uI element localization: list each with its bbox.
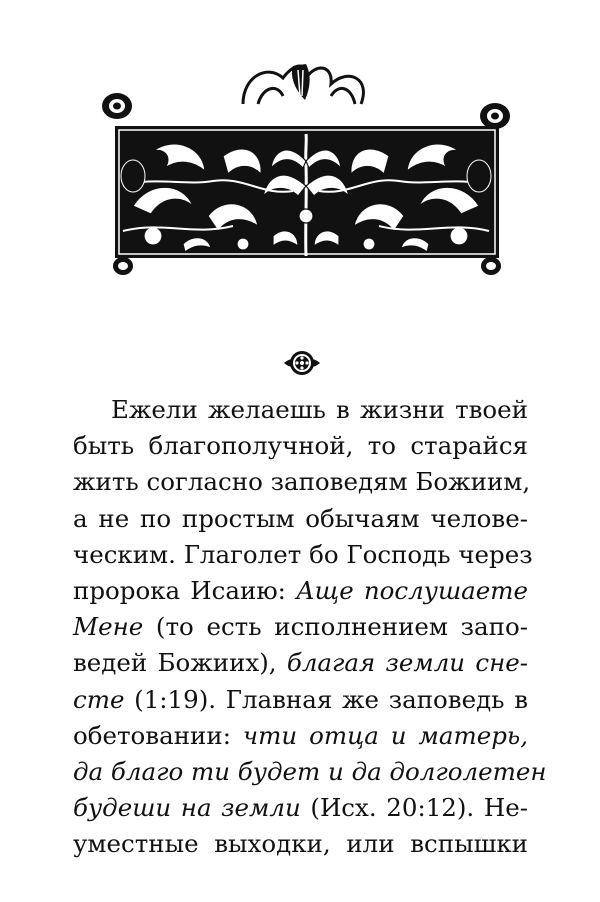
italic-quote-segment: Аще послушаете [296, 575, 528, 605]
text-segment: ческим. Глаголет бо Господь через [73, 539, 533, 569]
body-paragraph [73, 392, 547, 862]
text-segment: (Исх. 20:12). Не- [300, 793, 528, 823]
text-line [73, 537, 533, 573]
text-segment: (1:19). Главная же заповедь в [124, 684, 528, 714]
text-line [73, 718, 528, 754]
text-segment: быть благополучной, то старайся [73, 431, 528, 461]
italic-quote-segment: чти отца и матерь, [242, 720, 528, 750]
rosette-divider-icon [282, 346, 322, 380]
text-segment: жить согласно заповедям Божиим, [73, 467, 531, 497]
italic-quote-segment: благая земли сне- [286, 648, 528, 678]
text-line [73, 428, 528, 464]
text-line [73, 645, 528, 681]
italic-quote-segment: сте [73, 684, 125, 714]
text-line [73, 392, 528, 428]
text-line [73, 790, 528, 826]
text-line [73, 464, 531, 500]
text-segment: обетовании: [73, 720, 243, 750]
text-line [73, 826, 528, 862]
text-line [73, 609, 528, 645]
text-segment: уместные выходки, или вспышки [73, 829, 528, 859]
text-segment: пророка Исаию: [73, 575, 297, 605]
italic-quote-segment: Мене [73, 612, 144, 642]
text-segment: (то есть исполнением запо- [143, 612, 528, 642]
italic-quote-segment: будеши на земли [73, 793, 301, 823]
text-segment: а не по простым обычаям челове- [73, 503, 528, 533]
text-line [73, 501, 528, 537]
text-line [73, 682, 528, 718]
text-line [73, 754, 547, 790]
text-line [73, 573, 528, 609]
italic-quote-segment: да благо ти будет и да долголетен [73, 756, 547, 786]
text-segment: Ежели желаешь в жизни твоей [111, 395, 528, 424]
engraved-floral-headpiece [93, 56, 519, 278]
text-segment: ведей Божиих), [73, 648, 287, 678]
